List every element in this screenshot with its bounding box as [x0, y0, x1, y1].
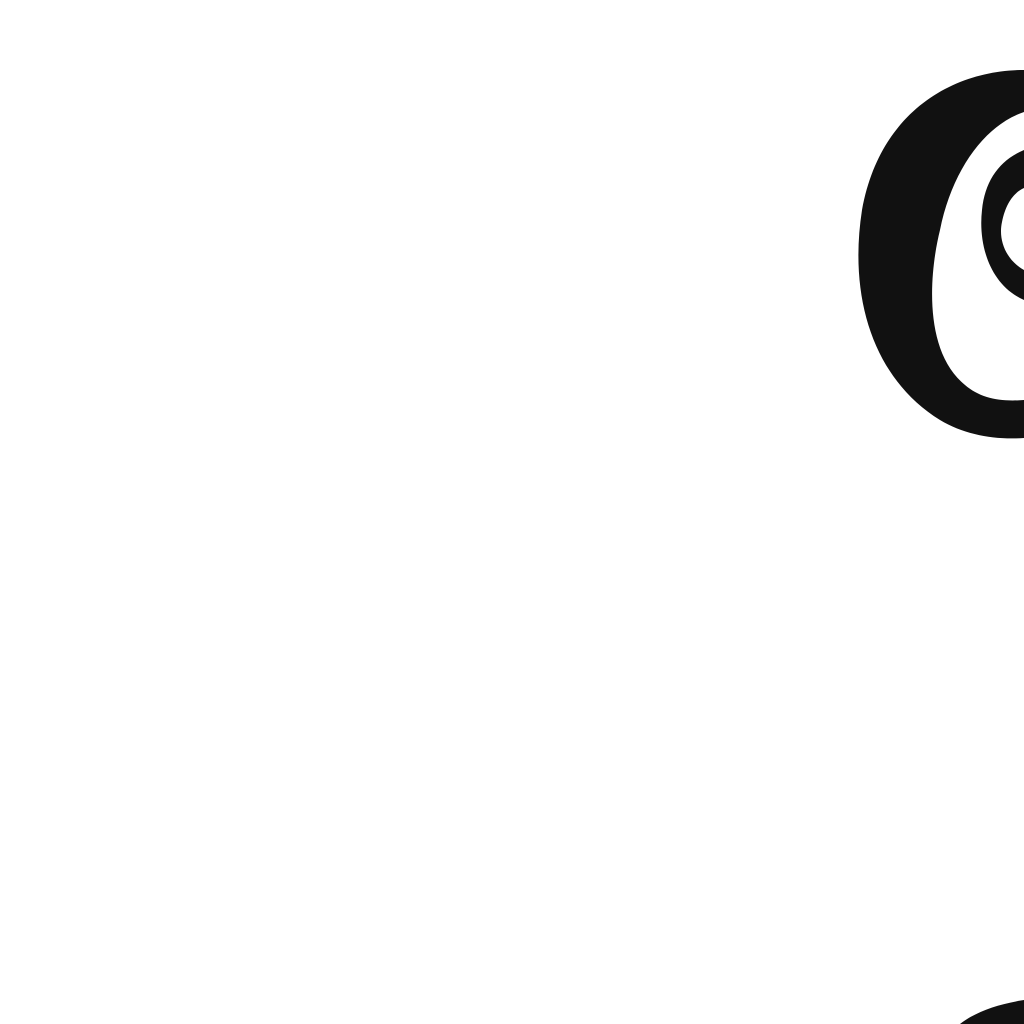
partial-curve-icon [960, 1000, 1024, 1024]
inner-curl [981, 150, 1024, 300]
copyright-symbol-icon [858, 70, 1024, 438]
bottom-curve-stroke [960, 1000, 1024, 1024]
